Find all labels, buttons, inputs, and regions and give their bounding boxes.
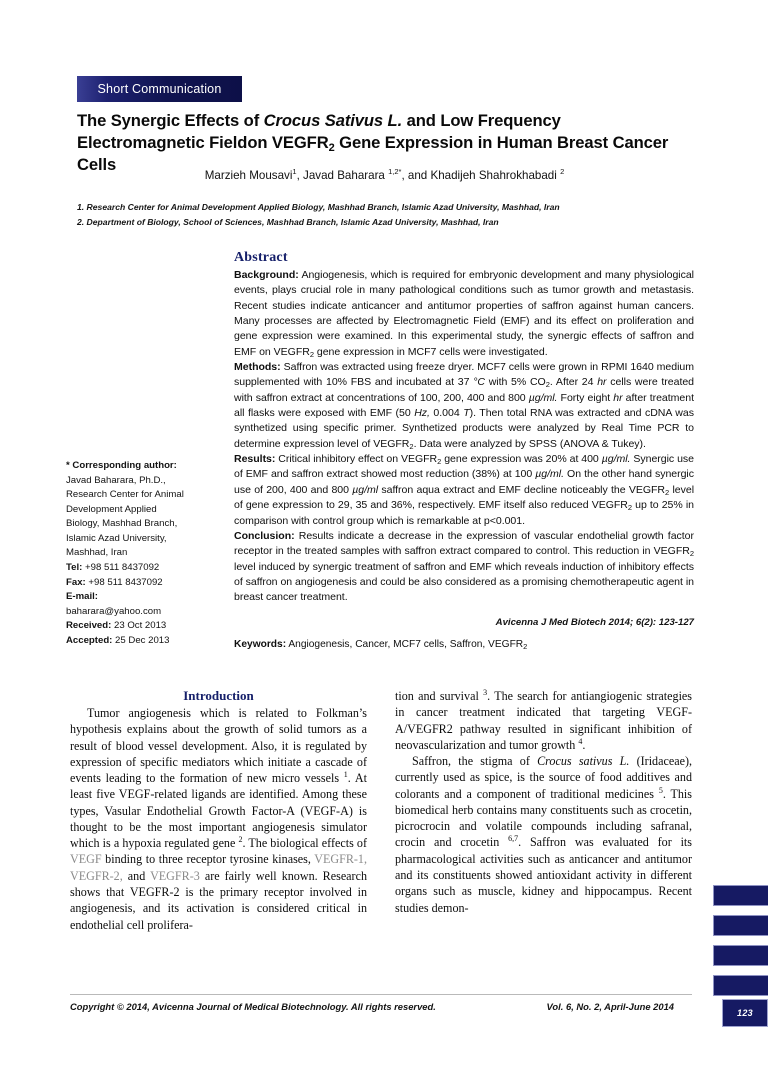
intro-text: tion and survival bbox=[395, 689, 484, 704]
keywords-label: Keywords: bbox=[234, 638, 287, 650]
background-text: Angiogenesis, which is required for embryonic development and many physiological events, plays crucial role in many pathological conditions such as tumor growth and metastasis. Recent studies indicate anticancer and antitumor properties of saffron against human cancers. Many processes are affected by Electromagnetic Field (EMF) and its effect on proliferation and gene expression were examined. In this experimental study, the synergic effects of saffron and EMF on VEGFR bbox=[234, 269, 694, 358]
methods-unit: Hz, bbox=[414, 407, 430, 420]
methods-text: with 5% CO bbox=[484, 376, 546, 389]
conclusion-text: Results indicate a decrease in the expression of vascular endothelial growth factor receptor in the treated samples with saffron extract compared to control. This reduction in VEGFR bbox=[234, 529, 694, 558]
gene-term: VEGFR-1, VEGFR-2, bbox=[70, 852, 367, 883]
keywords-line bbox=[234, 639, 694, 650]
results-unit: µg/ml. bbox=[601, 453, 631, 466]
title-part-4: Gene Expression in Human Breast Cancer Cells bbox=[77, 132, 669, 174]
keywords-text: Angiogenesis, Cancer, MCF7 cells, Saffron, VEGFR bbox=[286, 638, 524, 650]
vegfr-subscript: 2 bbox=[409, 441, 414, 451]
title-species-name: Crocus Sativus L. bbox=[263, 111, 403, 130]
co2-subscript: 2 bbox=[545, 380, 550, 390]
corresponding-tel bbox=[66, 561, 218, 576]
introduction-paragraph-right-1 bbox=[395, 688, 692, 753]
corresponding-author-name: Javad Baharara, Ph.D., bbox=[66, 474, 166, 486]
results-text: up to 25% in comparison with control group which is remarkable at p<0.001. bbox=[234, 499, 694, 527]
methods-unit: hr bbox=[597, 376, 607, 389]
corresponding-address-line: Biology, Mashhad Branch, bbox=[66, 518, 178, 530]
edge-tab-strip bbox=[713, 885, 768, 1005]
methods-text: after treatment all flasks were exposed with EMF (50 bbox=[234, 391, 694, 420]
results-unit: µg/ml. bbox=[535, 468, 565, 481]
edge-tab bbox=[713, 975, 768, 996]
methods-text: . After 24 bbox=[549, 376, 598, 389]
introduction-paragraph-left bbox=[70, 705, 367, 933]
methods-unit: hr bbox=[613, 391, 623, 404]
intro-text: are fairly well known. Research shows that VEGFR-2 is the primary receptor involved in angiogenesis, and its activation is considered critical in endothelial cell prolifera- bbox=[70, 868, 367, 932]
conclusion-text: level induced by synergic treatment of saffron and EMF which reveals induction of inhibitory effects of saffron on angiogenesis and could be also considered as a promising chemotherapeutic agent in breast cancer treatment. bbox=[234, 560, 694, 604]
abstract-methods bbox=[234, 360, 694, 452]
corresponding-address-line: Research Center for Animal bbox=[66, 489, 184, 501]
intro-text: . Saffron was evaluated for its pharmacological activities such as anticancer and antitumor and its constituents showed antioxidant activity in different organs such as muscle, kidney and hippocampus. Recent studies demon- bbox=[395, 835, 692, 915]
methods-text: ). Then total RNA was extracted and cDNA was synthetized using specific primer. Synthetized products were analyzed by Real Time PCR to determine expression level of VEGFR bbox=[234, 407, 694, 450]
methods-text: 0.004 bbox=[429, 407, 464, 420]
author-name: Javad Baharara bbox=[303, 168, 389, 182]
intro-text: . The biological effects of bbox=[242, 836, 367, 851]
methods-text: . Data were analyzed by SPSS (ANOVA & Tukey). bbox=[413, 437, 646, 450]
citation-ref[interactable]: 4 bbox=[578, 736, 583, 746]
vegfr-subscript: 2 bbox=[627, 503, 633, 513]
received-value: 23 Oct 2013 bbox=[111, 620, 167, 632]
body-column-left bbox=[70, 688, 367, 933]
title-part-1: The Synergic Effects of bbox=[77, 111, 264, 130]
journal-citation: Avicenna J Med Biotech 2014; 6(2): 123-127 bbox=[495, 616, 694, 628]
author-name: Khadijeh Shahrokhabadi bbox=[430, 168, 561, 182]
title-part-2: and Low Frequency Electromagnetic Field bbox=[77, 111, 561, 152]
page-number-badge: 123 bbox=[722, 999, 768, 1027]
footer-copyright: Copyright © 2014, Avicenna Journal of Medical Biotechnology. All rights reserved. bbox=[70, 1001, 436, 1012]
background-text-tail: gene expression in MCF7 cells were investigated. bbox=[313, 345, 548, 358]
results-text: saffron aqua extract and EMF decline noticeably the VEGFR bbox=[378, 483, 666, 496]
abstract-block bbox=[234, 250, 694, 650]
page-title bbox=[77, 110, 692, 176]
vegfr-subscript: 2 bbox=[689, 549, 694, 559]
results-text: Synergic use of EMF and saffron extract showed most reduction (38%) at 100 bbox=[234, 453, 694, 481]
methods-label: Methods: bbox=[234, 361, 281, 374]
corresponding-fax bbox=[66, 576, 218, 591]
conclusion-label: Conclusion: bbox=[234, 529, 295, 542]
edge-tab bbox=[713, 915, 768, 936]
introduction-paragraph-right-2 bbox=[395, 753, 692, 916]
fax-label: Fax: bbox=[66, 576, 86, 588]
tel-value: +98 511 8437092 bbox=[82, 562, 160, 574]
affiliation-list bbox=[77, 200, 697, 230]
species-name: Crocus sativus L. bbox=[537, 754, 630, 769]
gene-term: VEGF bbox=[70, 852, 102, 867]
title-part-3: on VEGFR bbox=[247, 132, 329, 152]
intro-text: . bbox=[582, 737, 586, 752]
vegfr-subscript: 2 bbox=[665, 487, 670, 497]
corresponding-address-line: Islamic Azad University, bbox=[66, 532, 167, 544]
methods-text: Forty eight bbox=[557, 391, 614, 404]
citation-ref[interactable]: 3 bbox=[483, 688, 488, 697]
author-name: Marzieh Mousavi bbox=[204, 168, 293, 182]
vegfr-subscript: 2 bbox=[437, 457, 442, 467]
page-footer bbox=[70, 1001, 692, 1012]
article-type-badge: Short Communication bbox=[77, 76, 242, 102]
intro-text: . The search for antiangiogenic strategies in cancer treatment indicated that targeting VEGF-A/VEGFR2 pathway resulted in significant inhibition of neovascularization and tumor growth bbox=[395, 689, 693, 752]
accepted-label: Accepted: bbox=[66, 634, 113, 646]
email-label: E-mail: bbox=[66, 591, 98, 603]
intro-text: . This biomedical herb contains many constituents such as crocetin, picrocrocin and volatile compounds including safranal, crocin and crocetin bbox=[395, 786, 692, 850]
intro-text: Tumor angiogenesis which is related to Folkman’s hypothesis explains about the growth of solid tumors as a result of blood vessel development. Also, it is regulated by expression of specific mediators which initiate a cascade of events leading to the formation of new micro vessels bbox=[70, 706, 367, 786]
author-affiliation-marker: 1,2* bbox=[388, 167, 402, 176]
results-text: gene expression was 20% at 400 bbox=[441, 453, 602, 466]
received-label: Received: bbox=[66, 620, 112, 632]
body-columns bbox=[70, 688, 692, 933]
corresponding-address-line: Development Applied bbox=[66, 503, 157, 515]
intro-text: binding to three receptor tyrosine kinases, bbox=[101, 852, 315, 867]
results-text: Critical inhibitory effect on VEGFR bbox=[275, 453, 438, 466]
email-value[interactable]: baharara@yahoo.com bbox=[66, 605, 162, 617]
corresponding-author-heading: * Corresponding author: bbox=[66, 460, 177, 471]
results-text: level of gene expression to 29, 35 and 36%, respectively. EMF itself also reduced VEGFR bbox=[234, 483, 695, 512]
affiliation-item: 1. Research Center for Animal Development Applied Biology, Mashhad Branch, Islamic Azad University, Mashhad, Iran bbox=[77, 202, 560, 212]
edge-tab bbox=[713, 885, 768, 906]
methods-text: Saffron was extracted using freeze dryer. MCF7 cells were grown in RPMI 1640 medium supplemented with 10% FBS and incubated at 37 bbox=[234, 361, 694, 389]
section-heading-introduction: Introduction bbox=[183, 688, 254, 703]
results-unit: µg/ml bbox=[352, 483, 379, 496]
author-list bbox=[77, 167, 692, 182]
intro-text: Saffron, the stigma of bbox=[412, 754, 538, 769]
edge-tab bbox=[713, 945, 768, 966]
gene-term: VEGFR-3 bbox=[150, 868, 200, 883]
body-column-right bbox=[395, 688, 692, 933]
methods-unit: T bbox=[463, 407, 470, 420]
vegfr-subscript: 2 bbox=[309, 349, 314, 359]
author-separator: , and bbox=[401, 168, 431, 182]
received-date bbox=[66, 619, 218, 634]
citation-ref[interactable]: 1 bbox=[343, 770, 348, 780]
abstract-background bbox=[234, 268, 694, 360]
author-separator: , bbox=[296, 168, 304, 182]
tel-label: Tel: bbox=[66, 562, 83, 574]
abstract-heading: Abstract bbox=[234, 250, 288, 265]
accepted-date bbox=[66, 634, 218, 649]
abstract-results bbox=[234, 452, 694, 529]
vegfr-subscript: 2 bbox=[523, 641, 528, 651]
citation-ref[interactable]: 5 bbox=[658, 785, 663, 795]
citation-ref[interactable]: 2 bbox=[238, 835, 243, 845]
background-label: Background: bbox=[234, 269, 299, 281]
accepted-value: 25 Dec 2013 bbox=[112, 634, 170, 646]
author-affiliation-marker: 2 bbox=[560, 167, 565, 176]
citation-ref[interactable]: 6,7 bbox=[508, 834, 519, 844]
intro-text: and bbox=[122, 868, 151, 883]
intro-text: . At least five VEGF-related ligands are identified. Among these types, Vasular Endothelial Growth Factor-A (VEGF-A) is thought to be the most important angiogenesis simulator which is a hypoxia regulated gene bbox=[70, 771, 367, 851]
results-text: On the other hand synergic use of 200, 400 and 800 bbox=[234, 468, 694, 496]
footer-issue: Vol. 6, No. 2, April-June 2014 bbox=[546, 1001, 674, 1012]
methods-unit: °C bbox=[473, 376, 485, 389]
title-subscript: 2 bbox=[328, 141, 335, 154]
methods-text: cells were treated with saffron extract at concentrations of 100, 200, 400 and 800 bbox=[234, 376, 695, 404]
author-affiliation-marker: 1 bbox=[292, 167, 297, 176]
abstract-conclusion bbox=[234, 529, 694, 606]
corresponding-address-line: Mashhad, Iran bbox=[66, 547, 128, 559]
corresponding-author-block bbox=[66, 459, 218, 649]
methods-unit: µg/ml. bbox=[528, 391, 558, 404]
footer-divider bbox=[70, 994, 692, 995]
intro-text: (Iridaceae), currently used as spice, is the source of food additives and colorants and a component of traditional medicines bbox=[395, 754, 692, 801]
affiliation-item: 2. Department of Biology, School of Sciences, Mashhad Branch, Islamic Azad University, Mashhad, Iran bbox=[77, 216, 499, 227]
results-label: Results: bbox=[234, 453, 276, 466]
fax-value: +98 511 8437092 bbox=[85, 576, 163, 588]
